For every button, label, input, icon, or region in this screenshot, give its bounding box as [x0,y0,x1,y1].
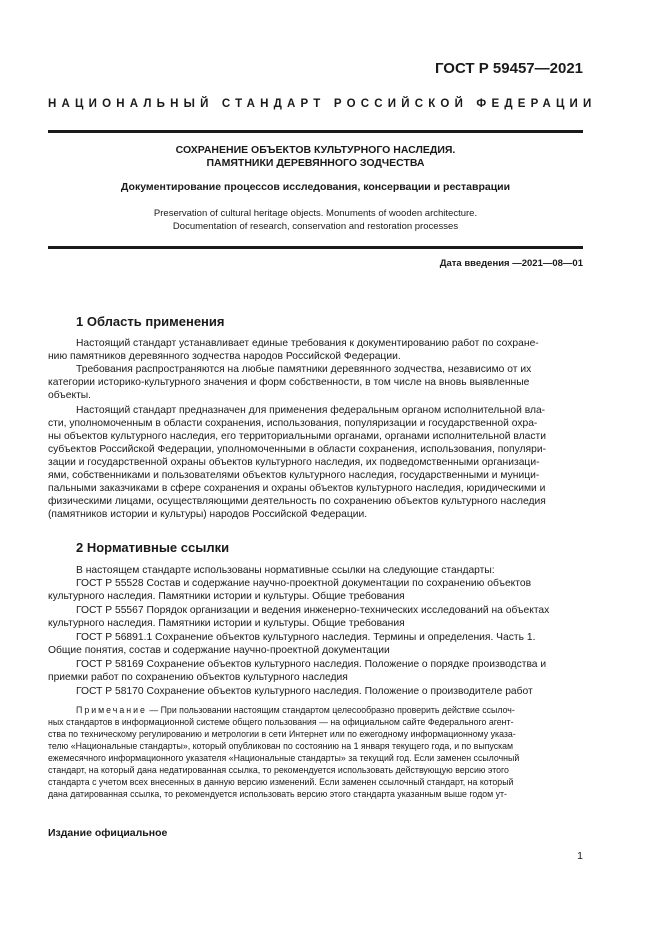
section-1-line: Требования распространяются на любые памятники деревянного зодчества, независимо от их [76,364,532,375]
note-first-line [76,705,515,717]
english-title [48,208,583,233]
section-1-line: нию памятников деревянного зодчества народов Российской Федерации. [48,351,401,362]
section-2-line: ГОСТ Р 58169 Сохранение объектов культурного наследия. Положение о порядке производства и [76,659,547,670]
note-line: ежемесячного информационного указателя «Национальные стандарты» за текущий год. Если заменен ссылочный [48,753,520,763]
section-1-line: сти, уполномоченным в области сохранения, использования, популяризации и государственной охра- [48,418,538,429]
english-title-line-2: Documentation of research, conservation and restoration processes [172,220,459,232]
note-line: стандарт, на который дана недатированная ссылка, то рекомендуется использовать действующую версию этого [48,765,509,775]
section-2-line: культурного наследия. Памятники истории и культуры. Общие требования [48,618,405,629]
section-2-line: ГОСТ Р 55528 Состав и содержание научно-проектной документации по сохранению объектов [76,578,532,589]
english-title-line-1: Preservation of cultural heritage objects. Monuments of wooden architecture. [153,208,478,219]
document-subtitle: Документирование процессов исследования, консервации и реставрации [120,181,511,193]
page-number: 1 [577,850,583,862]
section-1-line: субъектов Российской Федерации, уполномоченными в области сохранения, использования, популяри- [48,444,547,455]
note-line: стандарта с учетом всех внесенных в данную версию изменений. Если заменен ссылочный стандарт, на который [48,777,514,787]
note-line: ства по техническому регулированию и метрологии в сети Интернет или по ежегодному информационному указа- [48,729,516,739]
note-line: телю «Национальные стандарты», который опубликован по состоянию на 1 января текущего года, и по выпускам [48,741,514,751]
section-1-line: зации и государственной охраны объектов культурного наследия, их подведомственными организаци- [48,457,540,468]
standard-code: ГОСТ Р 59457—2021 [434,60,583,77]
section-2-line: ГОСТ Р 55567 Порядок организации и ведения инженерно-технических исследований на объектах [76,605,550,616]
section-2-line: культурного наследия. Памятники истории и культуры. Общие требования [48,591,405,602]
section-1-line: объекты. [48,390,92,401]
section-2-line: ГОСТ Р 56891.1 Сохранение объектов культурного наследия. Термины и определения. Часть 1. [76,632,536,643]
note-line: ных стандартов в информационной системе общего пользования — на официальном сайте Федерального агент- [48,717,514,727]
document-title [48,144,583,170]
section-2-line: В настоящем стандарте использованы нормативные ссылки на следующие стандарты: [76,565,495,576]
section-2-line: Общие понятия, состав и содержание научно-проектной документации [48,645,390,656]
section-1-line: Настоящий стандарт устанавливает единые требования к документированию работ по сохране- [76,338,539,349]
note-line: дана датированная ссылка, то рекомендуется использовать версию этого стандарта указанным выше годом ут- [48,789,507,799]
section-1-line: пальными заказчиками в сфере сохранения и охраны объектов культурного наследия, юридическими и [48,483,546,494]
section-1-line: Настоящий стандарт предназначен для применения федеральным органом исполнительной вла- [76,405,546,416]
title-divider [48,246,583,249]
section-2-line: ГОСТ Р 58170 Сохранение объектов культурного наследия. Положение о производителе работ [76,686,533,697]
section-1-line: категории историко-культурного значения и форм собственности, в том числе на вновь выявленные [48,377,530,388]
section-2-heading: 2 Нормативные ссылки [76,540,230,555]
note-label: Примечание [76,705,147,715]
national-standard-heading: НАЦИОНАЛЬНЫЙ СТАНДАРТ РОССИЙСКОЙ ФЕДЕРАЦИИ [48,98,597,110]
top-divider [48,130,583,133]
section-1-line: (памятников истории и культуры) народов Российской Федерации. [48,509,368,520]
effective-date: Дата введения —2021—08—01 [439,258,583,269]
section-2-line: приемки работ по сохранению объектов культурного наследия [48,672,348,683]
section-1-line: ями, собственниками и пользователями объектов культурного наследия, государственными и муници- [48,470,540,481]
section-1-heading: 1 Область применения [76,314,225,329]
title-line-1: СОХРАНЕНИЕ ОБЪЕКТОВ КУЛЬТУРНОГО НАСЛЕДИЯ. [175,144,456,156]
section-1-line: ны объектов культурного наследия, его территориальными органами, органами исполнительной власти [48,431,546,442]
note-text: — При пользовании настоящим стандартом целесообразно проверить действие ссылоч- [146,705,515,715]
official-edition-label: Издание официальное [48,827,168,839]
section-1-line: физическими лицами, осуществляющими деятельность по сохранению объектов культурного наследия [48,496,546,507]
title-line-2: ПАМЯТНИКИ ДЕРЕВЯННОГО ЗОДЧЕСТВА [206,157,425,169]
